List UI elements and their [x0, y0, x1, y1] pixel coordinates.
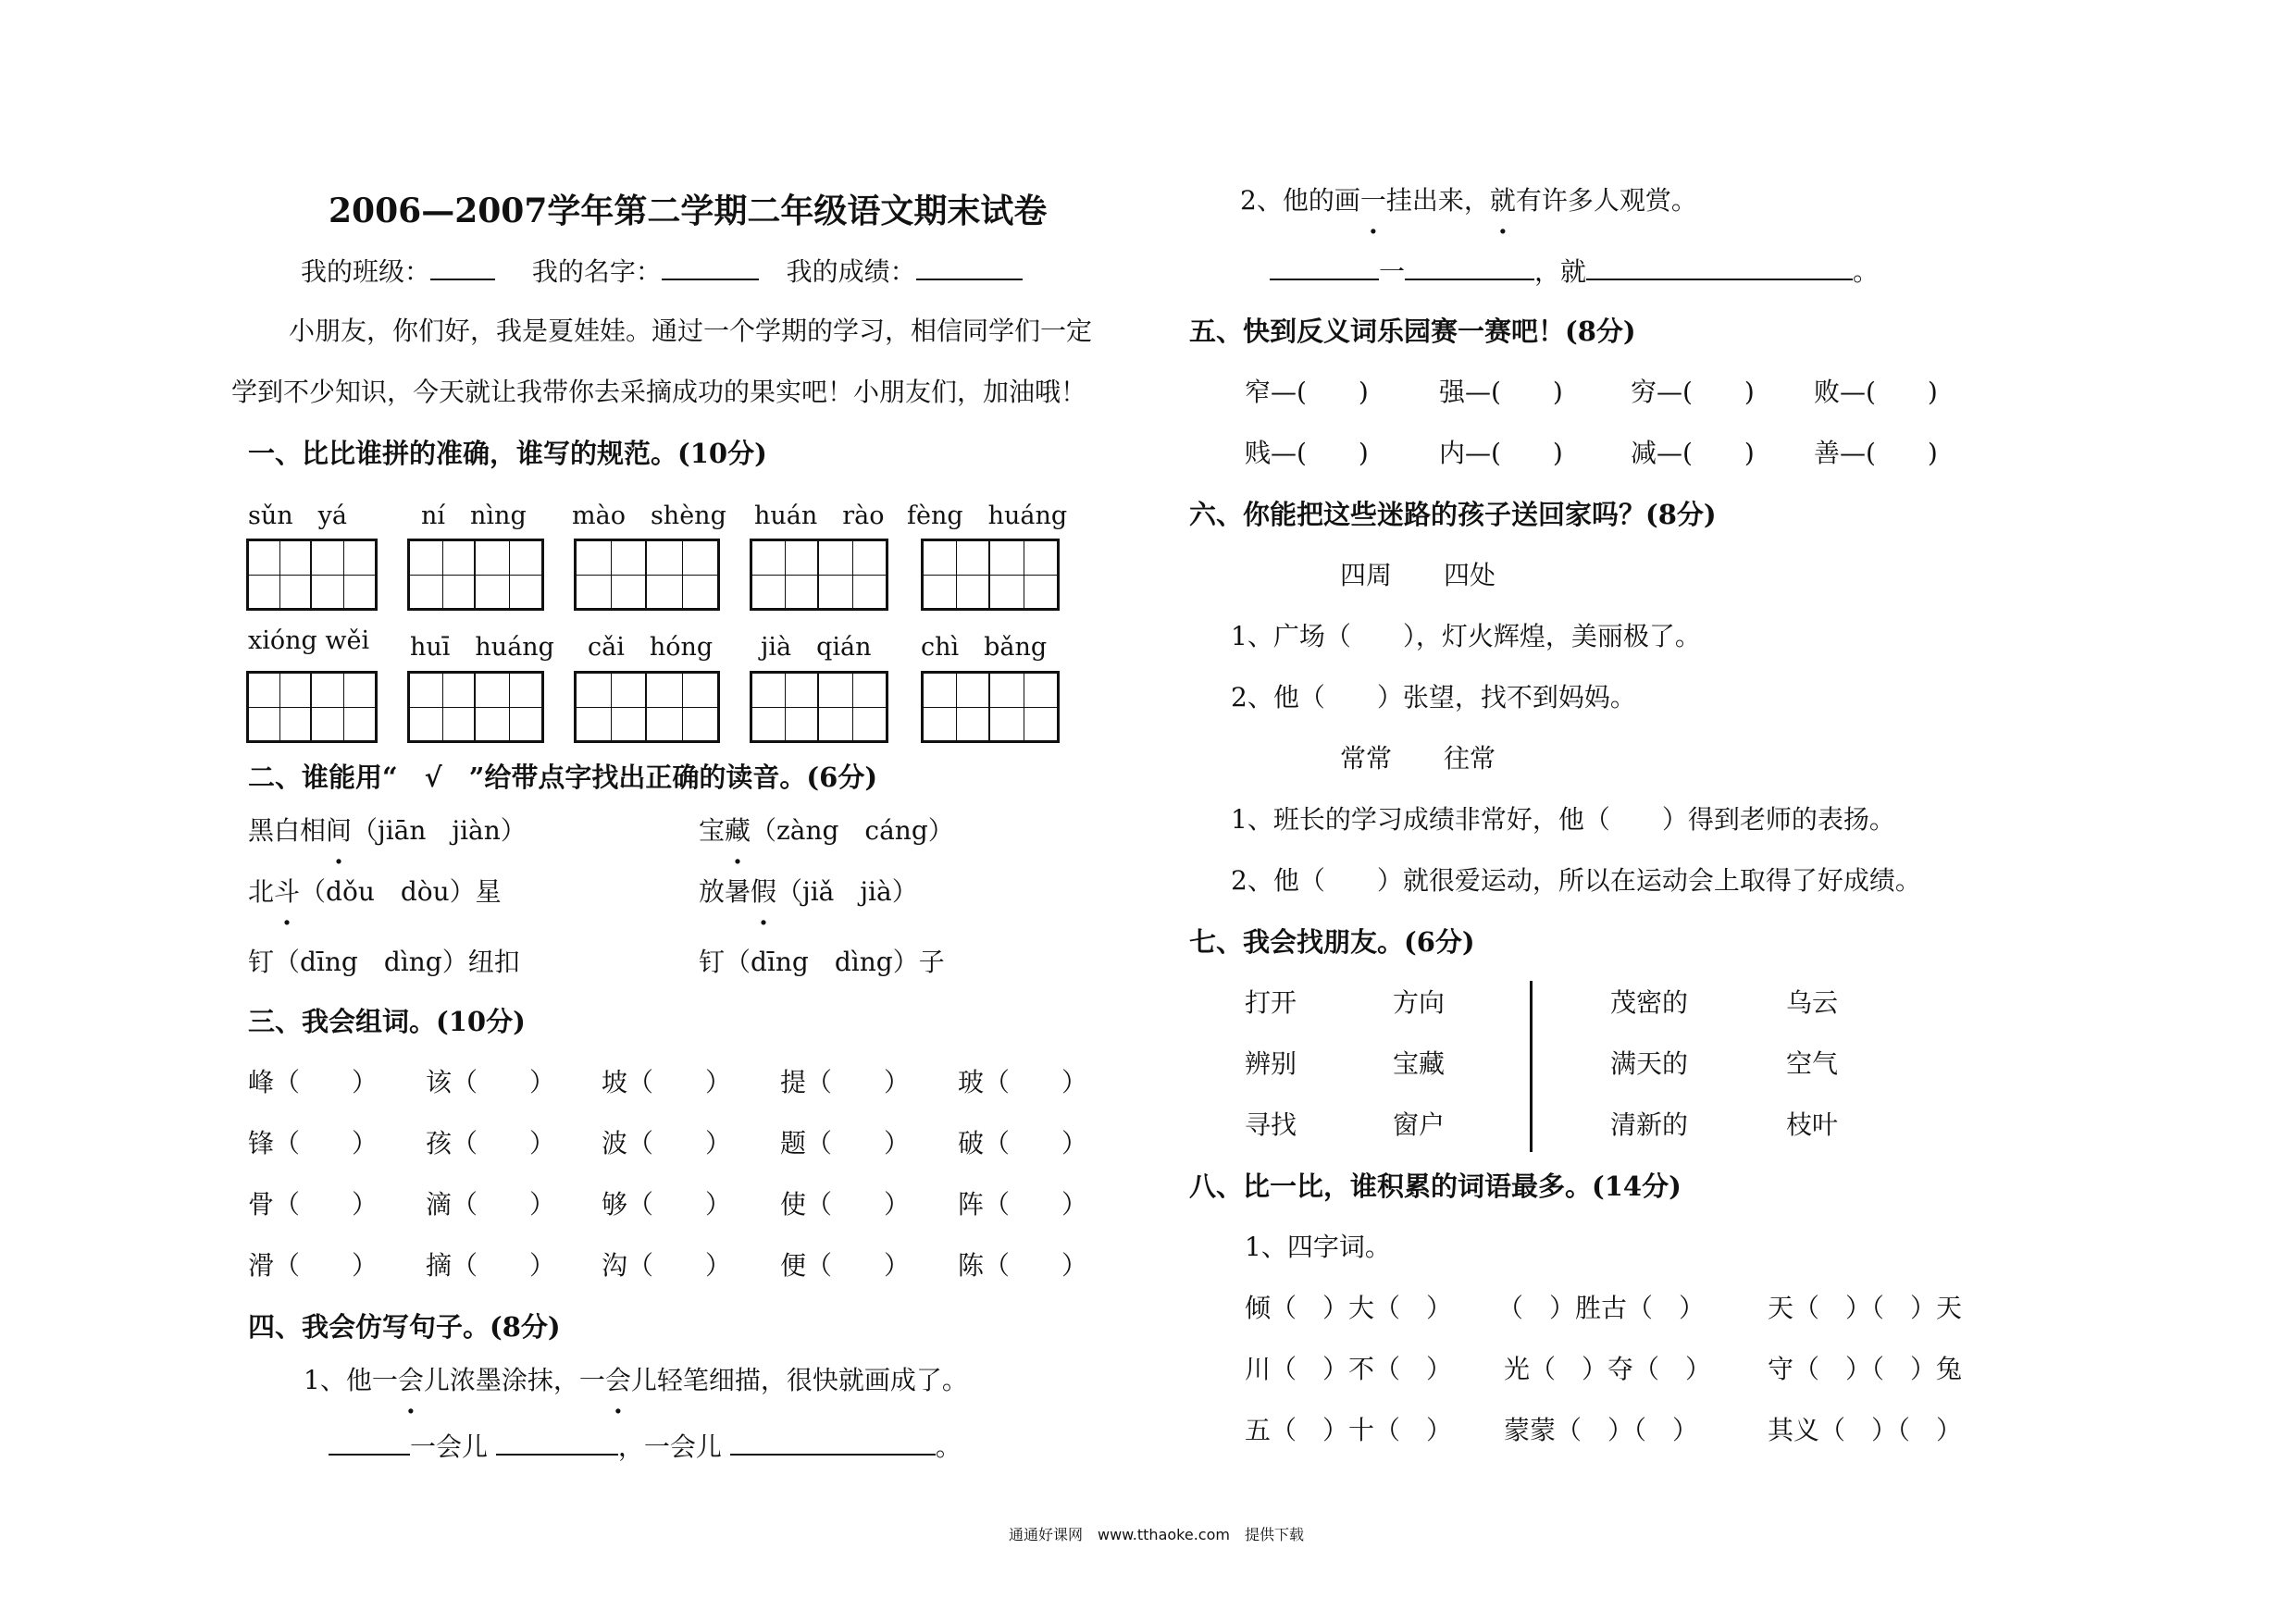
word-item: 阵（ ） [958, 1189, 1088, 1220]
dotted-word: 一会儿 [371, 1365, 450, 1395]
word-item: 提（ ） [780, 1067, 911, 1097]
fill-blank[interactable] [730, 1428, 936, 1456]
reading-item-1: 黑白相间（jiān jiàn） [248, 811, 527, 848]
word-item: 峰（ ） [248, 1067, 379, 1097]
match-word[interactable]: 乌云 [1786, 987, 1839, 1018]
intro-line-2: 学到不少知识，今天就让我带你去采摘成功的果实吧！小朋友们，加油哦！ [231, 377, 1087, 407]
pinyin-2-4: jià qián [761, 633, 872, 662]
writing-grid[interactable] [246, 539, 378, 611]
fill-blank[interactable] [1405, 253, 1534, 280]
match-word[interactable]: 枝叶 [1786, 1109, 1839, 1140]
word-item: 使（ ） [780, 1189, 911, 1220]
class-label: 我的班级： [301, 256, 431, 287]
subsection-label: 1、四字词。 [1245, 1232, 1391, 1262]
dotted-char: 就 [1489, 185, 1516, 216]
sentence-1: 1、他一会儿浓墨涂抹，一会儿轻笔细描，很快就画成了。 [304, 1360, 968, 1397]
antonym-item: 善—( ) [1814, 438, 1938, 468]
class-blank[interactable] [430, 253, 495, 280]
student-info [301, 252, 1023, 289]
match-word[interactable]: 窗户 [1393, 1109, 1446, 1140]
writing-grid[interactable] [407, 671, 544, 743]
section4-heading: 四、我会仿写句子。(8分) [248, 1311, 561, 1343]
word-item: 滴（ ） [426, 1189, 556, 1220]
fill-question: 1、广场（ ），灯火辉煌，美丽极了。 [1231, 621, 1701, 651]
score-blank[interactable] [916, 253, 1023, 280]
idiom-item: 川（ ）不（ ） [1245, 1354, 1453, 1384]
dotted-char: 藏 [725, 815, 751, 846]
dotted-word: 一会儿 [578, 1365, 657, 1395]
reading-item-3: 北斗（dǒu dòu）星 [248, 872, 502, 909]
idiom-item: 天（ ）（ ）天 [1768, 1293, 1963, 1323]
idiom-item: 其义（ ）（ ） [1768, 1415, 1963, 1445]
writing-grid[interactable] [574, 671, 720, 743]
antonym-item: 贱—( ) [1245, 438, 1369, 468]
reading-item-2: 宝藏（zàng cáng） [699, 811, 954, 848]
dotted-char: 斗 [274, 876, 301, 907]
antonym-item: 窄—( ) [1245, 377, 1369, 407]
fill-question: 2、他（ ）就很爱运动，所以在运动会上取得了好成绩。 [1231, 865, 1921, 896]
writing-grid[interactable] [246, 671, 378, 743]
sentence-2: 2、他的画一挂出来，就有许多人观赏。 [1240, 180, 1697, 217]
pinyin-1-2: ní nìng [421, 502, 527, 530]
pinyin-1-5: fèng huáng [907, 502, 1068, 530]
word-choices-1: 四周 四处 [1340, 560, 1496, 590]
reading-item-5: 钉（dīng dìng）纽扣 [248, 947, 520, 977]
word-item: 陈（ ） [958, 1250, 1088, 1281]
match-word[interactable]: 空气 [1786, 1048, 1839, 1079]
divider-line [1530, 981, 1533, 1152]
word-item: 孩（ ） [426, 1128, 556, 1158]
match-word[interactable]: 打开 [1245, 987, 1297, 1018]
word-item: 摘（ ） [426, 1250, 556, 1281]
writing-grid[interactable] [921, 671, 1060, 743]
section3-heading: 三、我会组词。(10分) [248, 1006, 526, 1037]
word-item: 玻（ ） [958, 1067, 1088, 1097]
section1-heading: 一、比比谁拼的准确，谁写的规范。(10分) [248, 438, 767, 469]
word-item: 骨（ ） [248, 1189, 379, 1220]
intro-line-1: 小朋友，你们好，我是夏娃娃。通过一个学期的学习，相信同学们一定 [289, 316, 1093, 346]
word-item: 坡（ ） [602, 1067, 732, 1097]
match-word[interactable]: 寻找 [1245, 1109, 1297, 1140]
antonym-item: 减—( ) [1631, 438, 1755, 468]
writing-grid[interactable] [750, 671, 888, 743]
word-item: 锋（ ） [248, 1128, 379, 1158]
fill-line-1: 一会儿 ，一会儿 。 [329, 1427, 962, 1464]
word-item: 滑（ ） [248, 1250, 379, 1281]
fill-blank[interactable] [1586, 253, 1853, 280]
name-label: 我的名字： [531, 256, 662, 287]
idiom-item: （ ）胜古（ ） [1497, 1293, 1706, 1323]
idiom-item: 蒙蒙（ ）（ ） [1504, 1415, 1699, 1445]
idiom-item: 倾（ ）大（ ） [1245, 1293, 1453, 1323]
word-choices-2: 常常 往常 [1340, 743, 1496, 774]
section8-heading: 八、比一比，谁积累的词语最多。(14分) [1189, 1171, 1682, 1202]
match-word[interactable]: 辨别 [1245, 1048, 1297, 1079]
pinyin-2-5: chì bǎng [921, 633, 1048, 662]
score-label: 我的成绩： [786, 256, 916, 287]
fill-blank[interactable] [1270, 253, 1379, 280]
pinyin-2-1: xióng wěi [248, 626, 370, 655]
fill-line-2: 一 ，就 。 [1270, 252, 1879, 289]
idiom-item: 光（ ）夺（ ） [1504, 1354, 1712, 1384]
pinyin-1-1: sǔn yá [248, 502, 347, 530]
match-word[interactable]: 满天的 [1610, 1048, 1689, 1079]
pinyin-2-3: cǎi hóng [588, 633, 714, 662]
page-title: 2006—2007学年第二学期二年级语文期末试卷 [329, 192, 1048, 230]
reading-item-4: 放暑假（jiǎ jià） [699, 872, 918, 909]
match-word[interactable]: 方向 [1393, 987, 1446, 1018]
section7-heading: 七、我会找朋友。(6分) [1189, 926, 1475, 958]
pinyin-1-3: mào shèng [572, 502, 726, 530]
idiom-item: 守（ ）（ ）兔 [1768, 1354, 1963, 1384]
dotted-char: 一 [1359, 185, 1386, 216]
footer-text: 通通好课网 www.tthaoke.com 提供下载 [1009, 1526, 1304, 1543]
word-item: 破（ ） [958, 1128, 1088, 1158]
dotted-char: 间 [326, 815, 353, 846]
match-word[interactable]: 宝藏 [1393, 1048, 1446, 1079]
idiom-item: 五（ ）十（ ） [1245, 1415, 1453, 1445]
fill-question: 1、班长的学习成绩非常好，他（ ）得到老师的表扬。 [1231, 804, 1895, 835]
word-item: 该（ ） [426, 1067, 556, 1097]
antonym-item: 内—( ) [1439, 438, 1563, 468]
antonym-item: 败—( ) [1814, 377, 1938, 407]
writing-grid[interactable] [750, 539, 888, 611]
section5-heading: 五、快到反义词乐园赛一赛吧！(8分) [1189, 316, 1636, 347]
pinyin-1-4: huán rào [754, 502, 885, 530]
reading-item-6: 钉（dīng dìng）子 [699, 947, 945, 977]
antonym-item: 强—( ) [1439, 377, 1563, 407]
fill-blank[interactable] [496, 1428, 618, 1456]
fill-question: 2、他（ ）张望，找不到妈妈。 [1231, 682, 1636, 712]
writing-grid[interactable] [921, 539, 1060, 611]
name-blank[interactable] [662, 253, 759, 280]
writing-grid[interactable] [574, 539, 720, 611]
section2-heading: 二、谁能用“ √ ”给带点字找出正确的读音。(6分) [248, 762, 878, 793]
match-word[interactable]: 茂密的 [1610, 987, 1689, 1018]
fill-blank[interactable] [329, 1428, 410, 1456]
antonym-item: 穷—( ) [1631, 377, 1755, 407]
word-item: 题（ ） [780, 1128, 911, 1158]
section6-heading: 六、你能把这些迷路的孩子送回家吗？(8分) [1189, 499, 1717, 530]
writing-grid[interactable] [407, 539, 544, 611]
word-item: 够（ ） [602, 1189, 732, 1220]
dotted-char: 假 [751, 876, 777, 907]
match-word[interactable]: 清新的 [1610, 1109, 1689, 1140]
word-item: 沟（ ） [602, 1250, 732, 1281]
word-item: 便（ ） [780, 1250, 911, 1281]
pinyin-2-2: huī huáng [410, 633, 554, 662]
word-item: 波（ ） [602, 1128, 732, 1158]
